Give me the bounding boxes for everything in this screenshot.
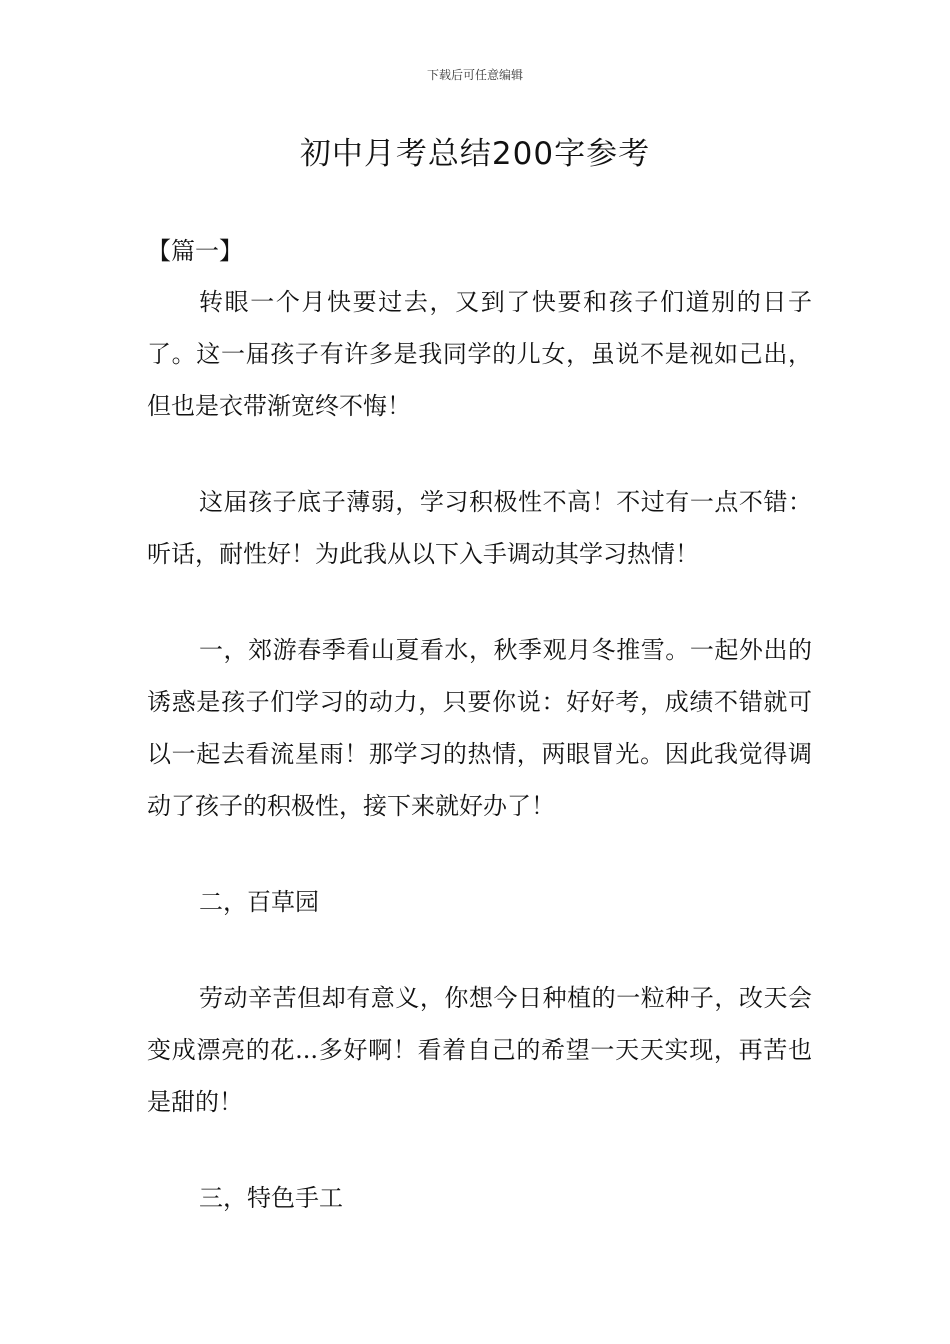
- paragraph: 劳动辛苦但却有意义，你想今日种植的一粒种子，改天会变成漂亮的花...多好啊！看着自己的希望一天天实现，再苦也是甜的！: [147, 984, 812, 1116]
- paragraph-heading: 二，百草园: [199, 888, 319, 916]
- section-label: 【篇一】: [147, 237, 243, 265]
- page-title: 初中月考总结200字参考: [299, 136, 651, 172]
- paragraph-heading: 三，特色手工: [199, 1184, 343, 1212]
- header-note: 下载后可任意编辑: [426, 68, 523, 82]
- paragraph: 一，郊游春季看山夏看水，秋季观月冬推雪。一起外出的诱惑是孩子们学习的动力，只要你说：好好考，成绩不错就可以一起去看流星雨！那学习的热情，两眼冒光。因此我觉得调动了孩子的积极性，接下来就好办了！: [147, 636, 812, 820]
- paragraph: 这届孩子底子薄弱，学习积极性不高！不过有一点不错：听话，耐性好！为此我从以下入手调动其学习热情！: [147, 488, 812, 568]
- paragraph: 转眼一个月快要过去，又到了快要和孩子们道别的日子了。这一届孩子有许多是我同学的儿女，虽说不是视如己出，但也是衣带渐宽终不悔！: [147, 288, 812, 420]
- document-body: [147, 226, 812, 1224]
